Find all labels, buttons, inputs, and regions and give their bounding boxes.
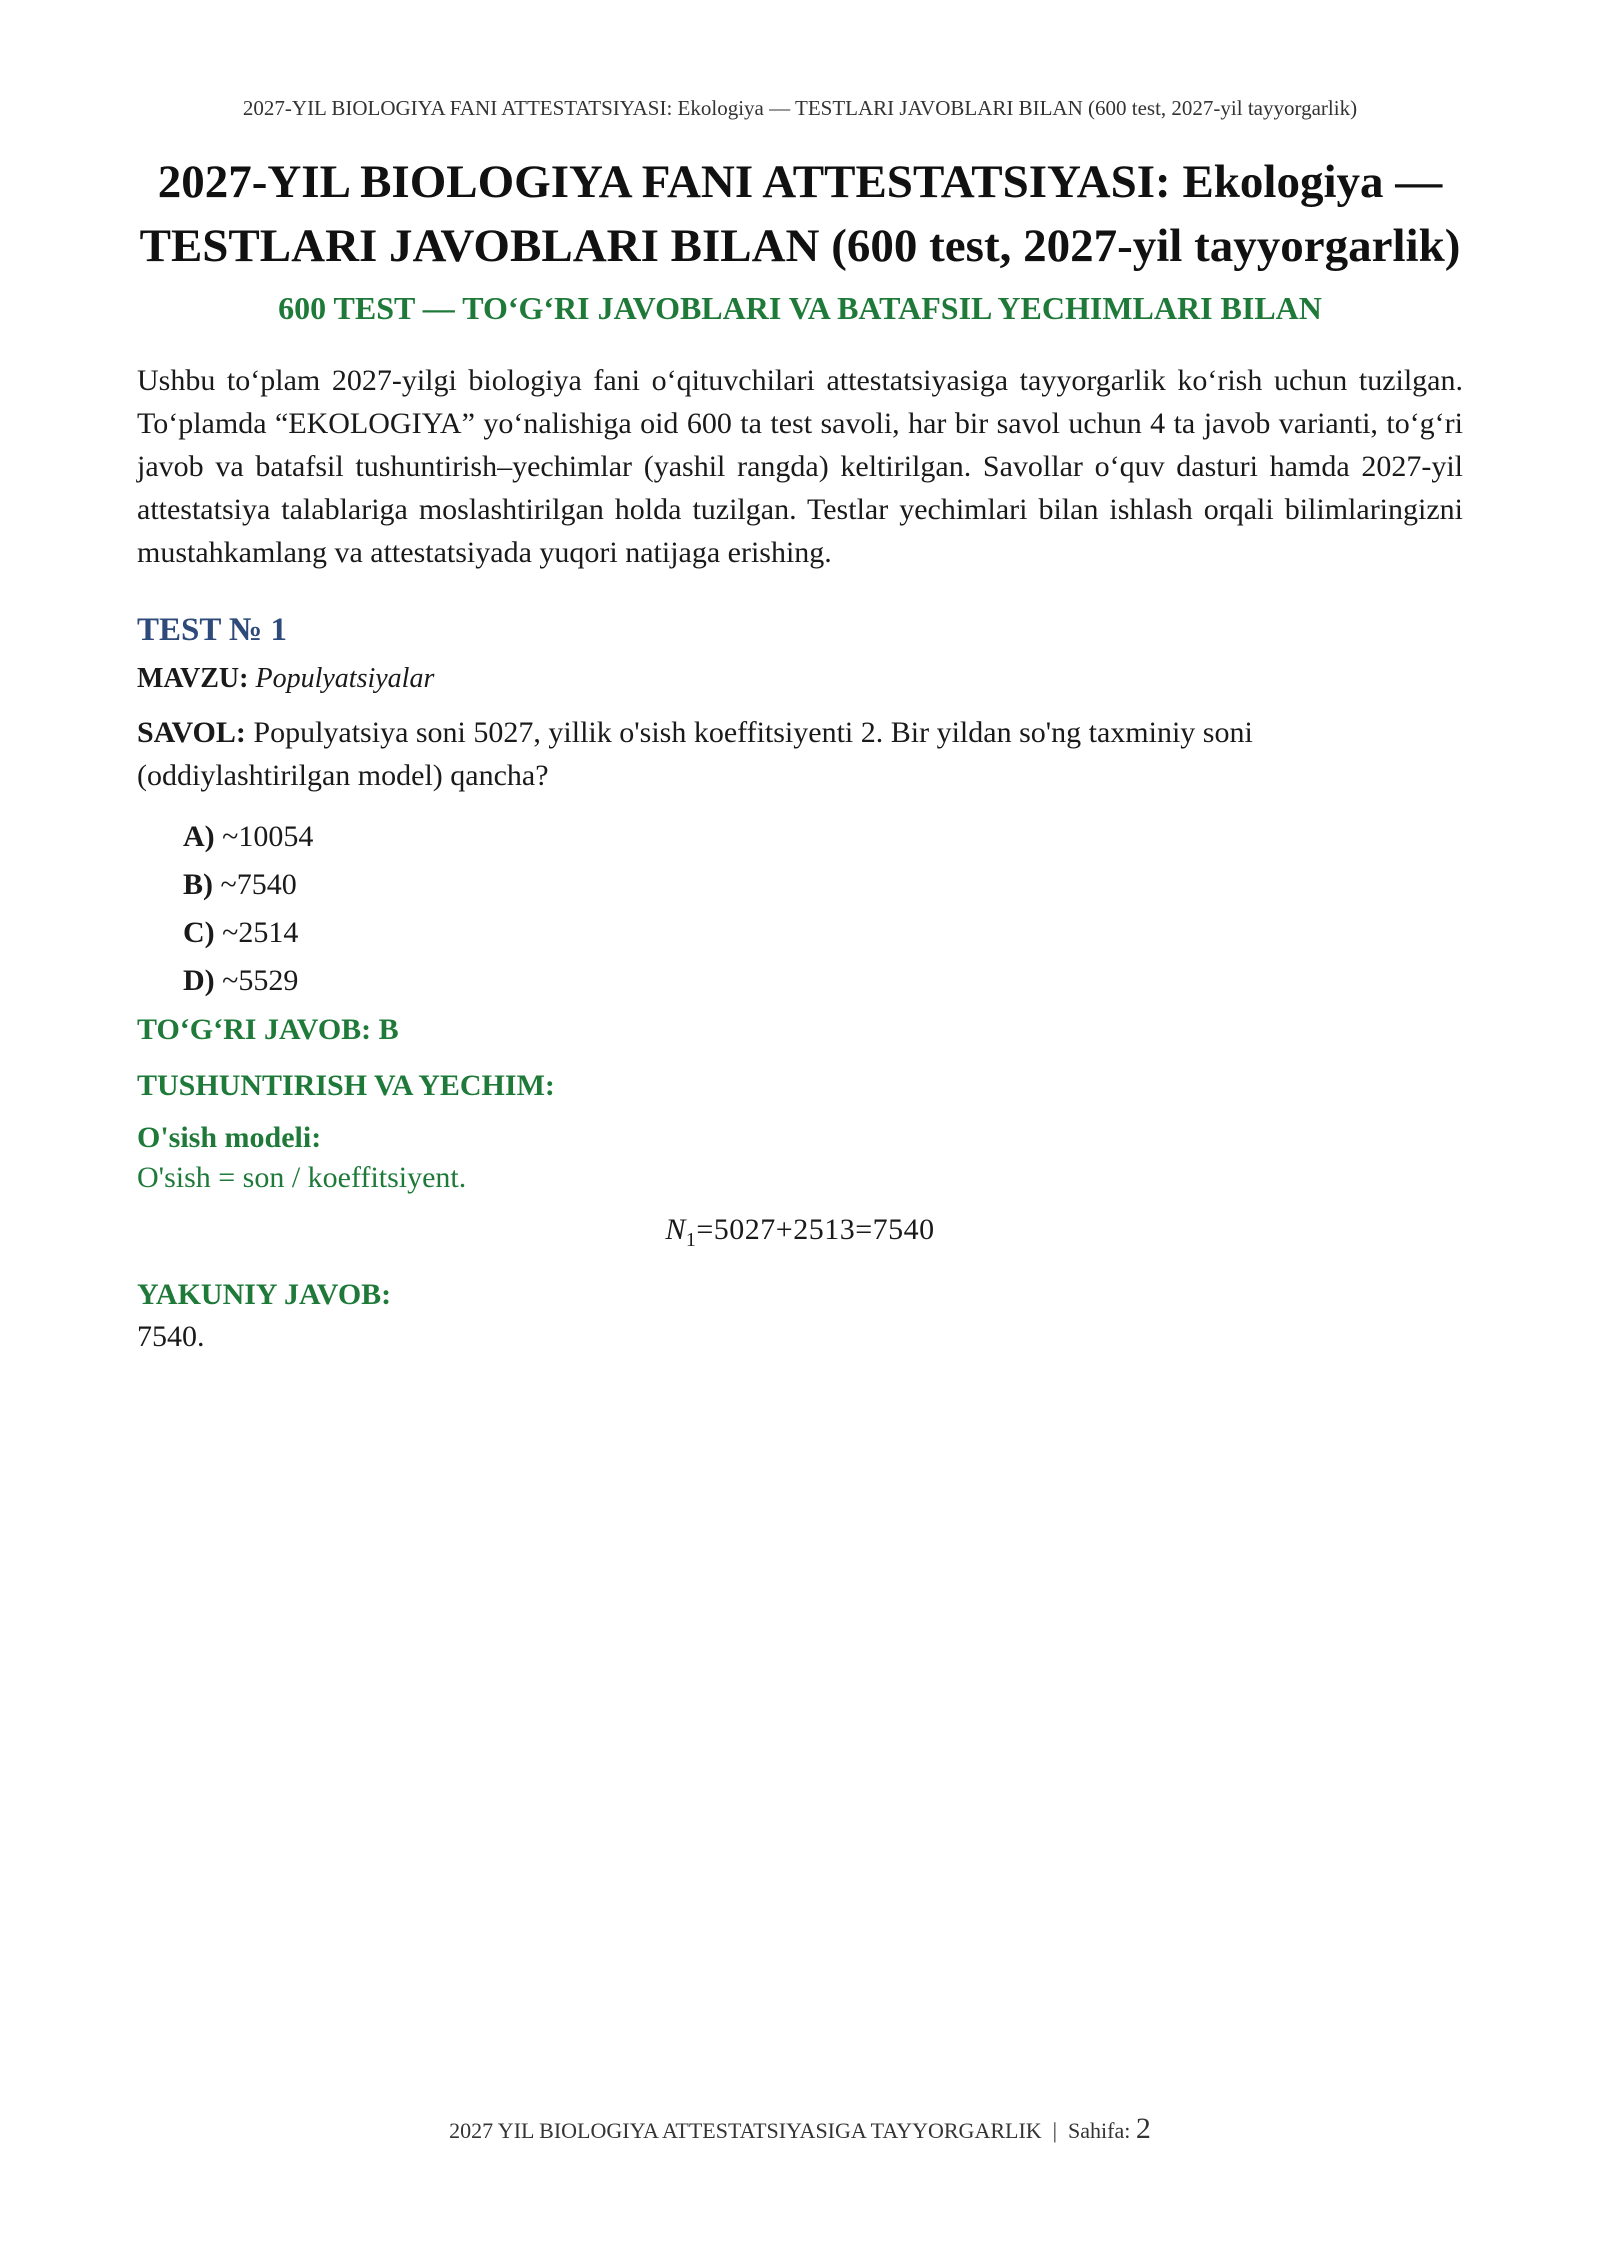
option-d — [183, 957, 1463, 1005]
explanation-heading: TUSHUNTIRISH VA YECHIM: — [137, 1069, 555, 1102]
option-letter: A) — [183, 820, 215, 853]
running-header: 2027-YIL BIOLOGIYA FANI ATTESTATSIYASI: Ekologiya — TESTLARI JAVOBLARI BILAN (600 test, 2027-yil tayyorgarlik) — [242, 96, 1358, 120]
option-b — [183, 861, 1463, 909]
formula-expression: =5027+2513=7540 — [696, 1213, 935, 1246]
page-number: 2 — [1135, 2112, 1151, 2145]
footer-text: 2027 YIL BIOLOGIYA ATTESTATSIYASIGA TAYYORGARLIK | Sahifa: — [449, 2118, 1131, 2143]
option-letter: B) — [183, 868, 213, 901]
option-c — [183, 909, 1463, 957]
model-text: O'sish = son / koeffitsiyent. — [137, 1161, 467, 1194]
option-text: ~5529 — [222, 964, 299, 997]
topic-line — [137, 663, 1463, 695]
topic-value: Populyatsiyalar — [255, 663, 435, 694]
final-answer-heading: YAKUNIY JAVOB: — [137, 1278, 392, 1311]
option-text: ~10054 — [222, 820, 314, 853]
formula — [137, 1213, 1463, 1252]
document-title: 2027-YIL BIOLOGIYA FANI ATTESTATSIYASI: Ekologiya — TESTLARI JAVOBLARI BILAN (600 test, 2027-yil tayyorgarlik) — [139, 156, 1461, 272]
option-text: ~2514 — [222, 916, 299, 949]
formula-subscript: 1 — [685, 1229, 697, 1251]
final-answer-value: 7540. — [137, 1320, 205, 1353]
option-letter: D) — [183, 964, 215, 997]
question-line — [137, 711, 1463, 797]
topic-label: MAVZU: — [137, 663, 249, 694]
correct-answer: TO‘G‘RI JAVOB: B — [137, 1013, 399, 1046]
question-label: SAVOL: — [137, 716, 246, 749]
option-a — [183, 813, 1463, 861]
document-subtitle: 600 TEST — TO‘G‘RI JAVOBLARI VA BATAFSIL YECHIMLARI BILAN — [278, 290, 1322, 326]
document-page — [137, 150, 1463, 1354]
answer-options — [183, 813, 1463, 1005]
test-heading: TEST № 1 — [137, 612, 287, 648]
page-footer — [0, 2112, 1600, 2146]
option-letter: C) — [183, 916, 215, 949]
model-heading: O'sish modeli: — [137, 1121, 322, 1154]
formula-variable: N — [665, 1213, 686, 1246]
question-text: Populyatsiya soni 5027, yillik o'sish koeffitsiyenti 2. Bir yildan so'ng taxminiy soni (oddiylashtirilgan model) qancha? — [137, 716, 1253, 792]
intro-paragraph: Ushbu to‘plam 2027-yilgi biologiya fani o‘qituvchilari attestatsiyasiga tayyorgarlik ko‘rish uchun tuzilgan. To‘plamda “EKOLOGIYA” yo‘nalishiga oid 600 ta test savoli, har bir savol uchun 4 ta javob varianti, to‘g‘ri javob va batafsil tushuntirish–yechimlar (yashil rangda) keltirilgan. Savollar o‘quv dasturi hamda 2027-yil attestatsiya talablariga moslashtirilgan holda tuzilgan. Testlar yechimlari bilan ishlash orqali bilimlaringizni mustahkamlang va attestatsiyada yuqori natijaga erishing. — [137, 364, 1463, 569]
option-text: ~7540 — [220, 868, 297, 901]
